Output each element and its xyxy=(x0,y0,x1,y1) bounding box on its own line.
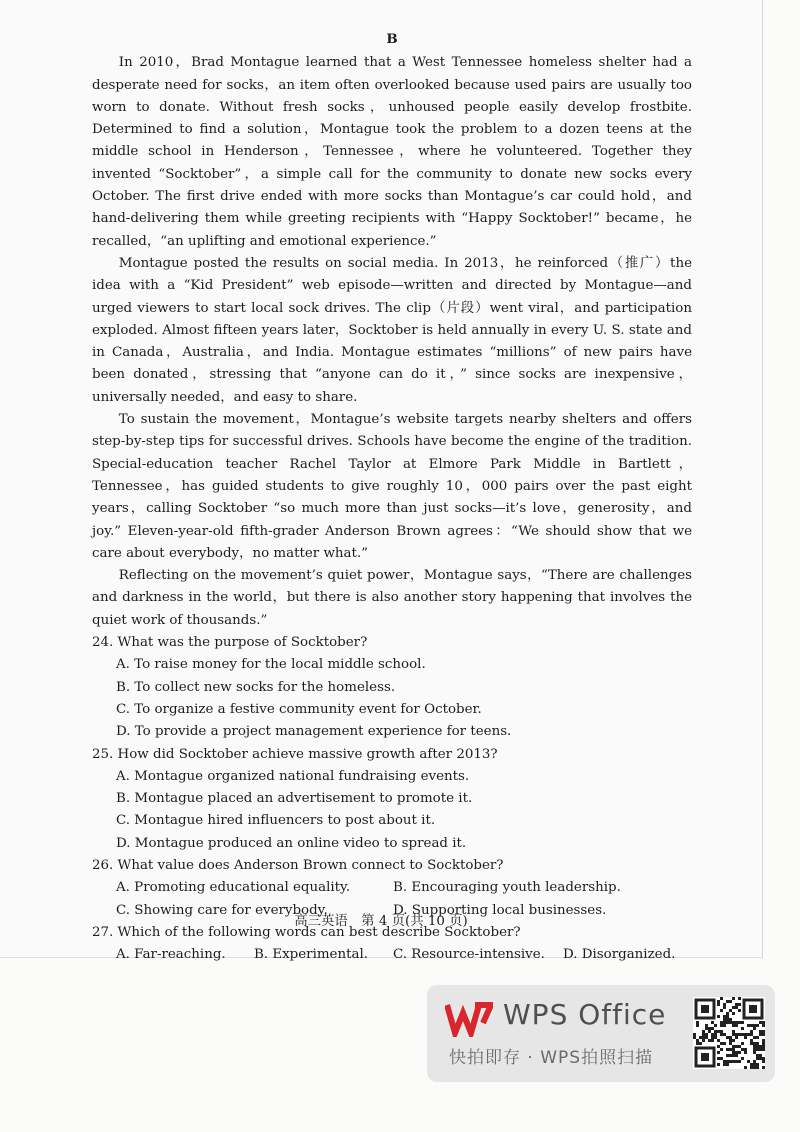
option-row xyxy=(92,944,692,966)
option-a: A. To raise money for the local middle school. xyxy=(116,657,426,673)
option-b: B. Encouraging youth leadership. xyxy=(393,880,621,896)
option-a: A. Montague organized national fundraising events. xyxy=(116,768,470,784)
passage-paragraph: In 2010，Brad Montague learned that a West Tennessee homeless shelter had a desperate need for socks，an item often overlooked because used pairs are usually too worn to donate. Without fresh socks，unhoused people easily develop frostbite. Determined to find a solution，Montague took the problem to a dozen teens at the middle school in Henderson，Tennessee，where he volunteered. Together they invented “Socktober”，a simple call for the community to donate new socks every October. The first drive ended with more socks than Montague’s car could hold，and hand-delivering them while greeting recipients with “Happy Socktober!” became，he recalled，“an uplifting and emotional experience.” xyxy=(92,55,692,249)
passage-paragraph: To sustain the movement，Montague’s website targets nearby shelters and offers step-by-step tips for successful drives. Schools have become the engine of the tradition. Special-education teacher Rachel Taylor at Elmore Park Middle in Bartlett，Tennessee，has guided students to give roughly 10，000 pairs over the past eight years，calling Socktober “so much more than just socks—it’s love，generosity，and joy.” Eleven-year-old fifth-grader Anderson Brown agrees：“We should show that we care about everybody，no matter what.” xyxy=(92,412,692,561)
question-stem: 26. What value does Anderson Brown connect to Socktober? xyxy=(92,857,504,873)
option-c: C. Montague hired influencers to post about it. xyxy=(116,813,436,829)
passage-paragraph: Reflecting on the movement’s quiet power，Montague says，“There are challenges and darkness in the world，but there is also another story happening that involves the quiet work of thousands.” xyxy=(92,568,692,628)
option-d: D. Supporting local businesses. xyxy=(393,902,607,918)
option-d: D. Disorganized. xyxy=(563,947,676,963)
question-25 xyxy=(92,744,692,855)
option-c: C. To organize a festive community event for October. xyxy=(116,701,482,717)
wps-brand-name: WPS Office xyxy=(503,998,667,1031)
option-c: C. Showing care for everybody. xyxy=(116,902,328,918)
option-row xyxy=(92,877,692,899)
wps-watermark xyxy=(427,985,775,1082)
question-stem: 27. Which of the following words can best describe Socktober? xyxy=(92,924,521,940)
option-d: D. Montague produced an online video to spread it. xyxy=(116,835,467,851)
page-content xyxy=(92,28,692,966)
page-footer: 高三英语 第 4 页(共 10 页) xyxy=(294,914,468,929)
wps-tagline: 快拍即存 · WPS拍照扫描 xyxy=(449,1048,654,1068)
option-b: B. Experimental. xyxy=(254,947,369,963)
question-24 xyxy=(92,632,692,743)
option-d: D. To provide a project management experience for teens. xyxy=(116,724,512,740)
option-c: C. Resource-intensive. xyxy=(393,947,545,963)
wps-logo-icon xyxy=(445,1001,493,1037)
section-heading: B xyxy=(386,31,398,47)
question-stem: 25. How did Socktober achieve massive growth after 2013? xyxy=(92,746,498,762)
option-b: B. To collect new socks for the homeless. xyxy=(116,679,396,695)
option-b: B. Montague placed an advertisement to promote it. xyxy=(116,791,473,807)
qr-code-icon xyxy=(693,997,765,1069)
option-a: A. Far-reaching. xyxy=(116,947,226,963)
option-a: A. Promoting educational equality. xyxy=(116,880,351,896)
question-stem: 24. What was the purpose of Socktober? xyxy=(92,635,368,651)
passage-paragraph: Montague posted the results on social media. In 2013，he reinforced（推广）the idea with a “Kid President” web episode—written and directed by Montague—and urged viewers to start local sock drives. The clip（片段）went viral，and participation exploded. Almost fifteen years later，Socktober is held annually in every U. S. state and in Canada，Australia，and India. Montague estimates “millions” of new pairs have been donated，stressing that “anyone can do it，” since socks are inexpensive，universally needed，and easy to share. xyxy=(92,255,692,405)
